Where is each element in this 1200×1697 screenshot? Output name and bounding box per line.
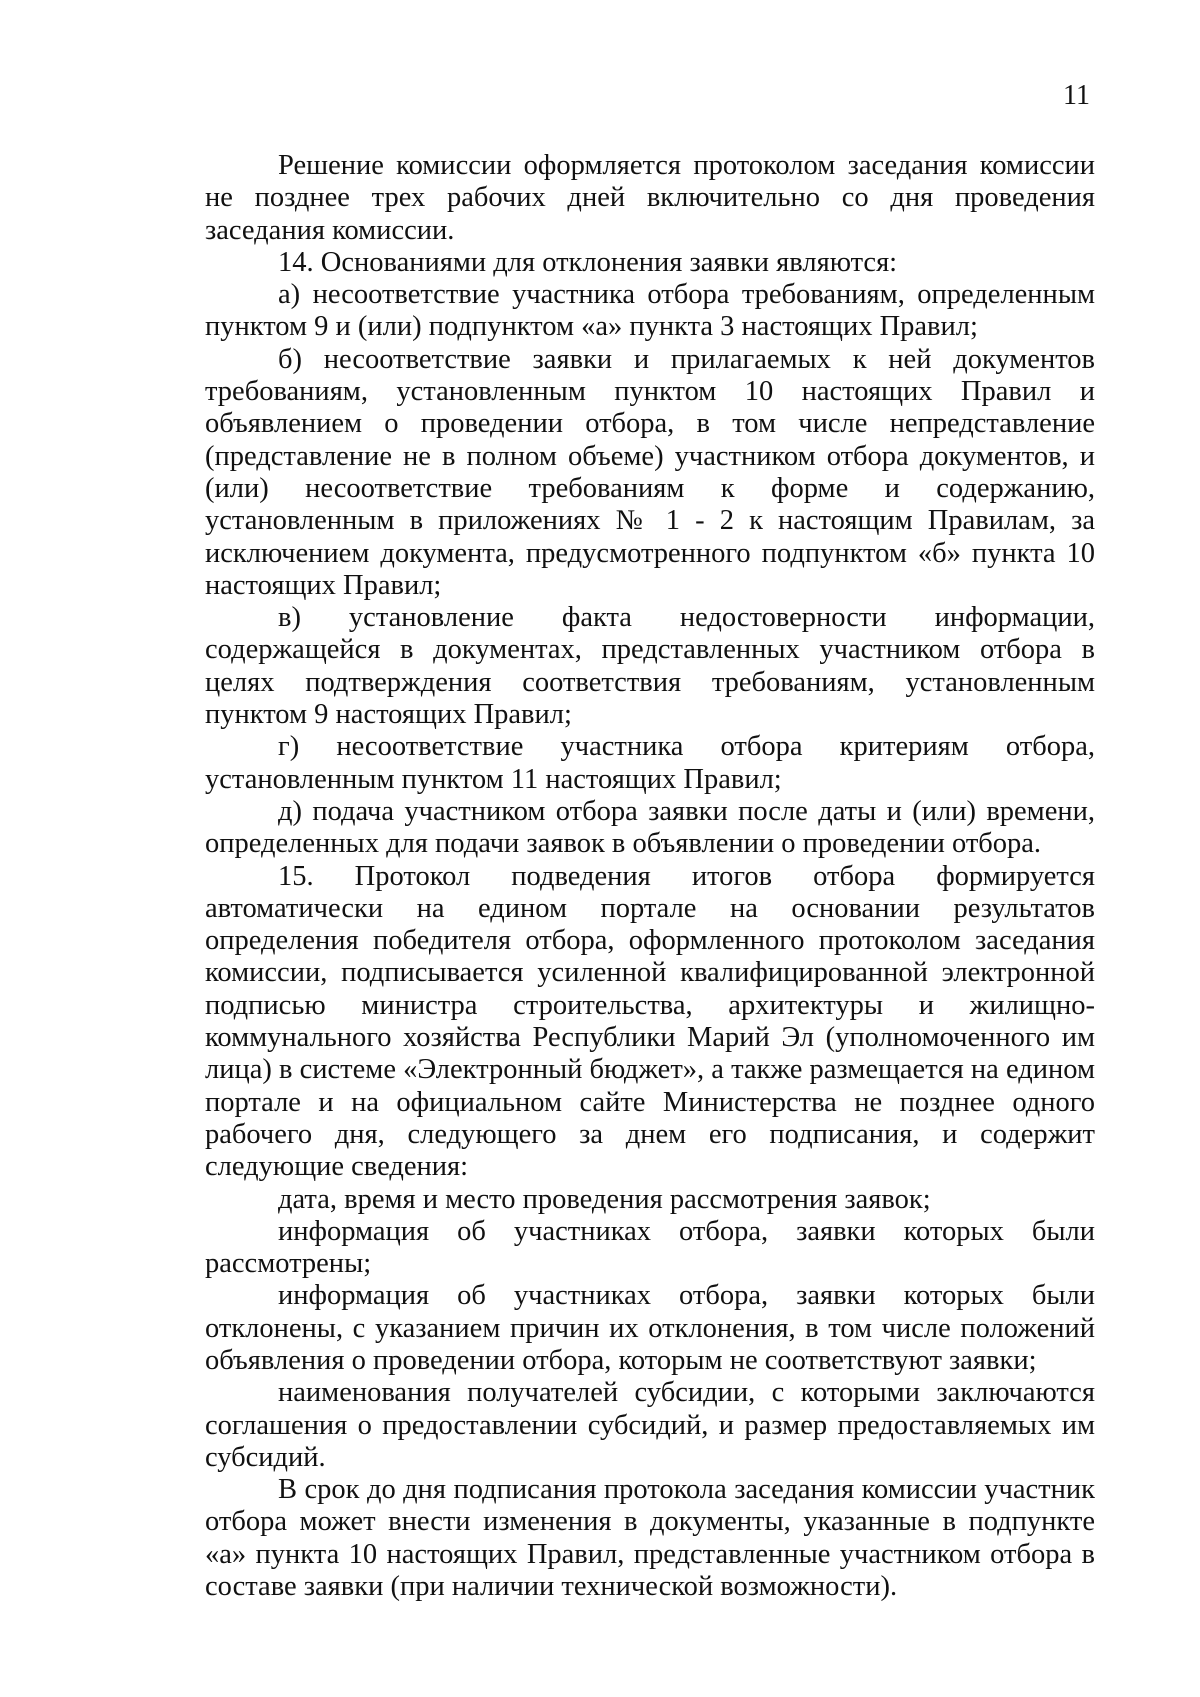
paragraph-amendments: В срок до дня подписания протокола заседания комиссии участник отбора может внести изменения в документы, указанные в подпункте «а» пункта 10 настоящих Правил, представленные участником отбора в составе заявки (при наличии технической возможности). bbox=[205, 1474, 1095, 1603]
paragraph-14-b: б) несоответствие заявки и прилагаемых к ней документов требованиям, установленным пунктом 10 настоящих Правил и объявлением о проведении отбора, в том числе непредставление (представление не в полном объеме) участником отбора документов, и (или) несоответствие требованиям к форме и содержанию, установленным в приложениях № 1 - 2 к настоящим Правилам, за исключением документа, предусмотренного подпунктом «б» пункта 10 настоящих Правил; bbox=[205, 343, 1095, 601]
paragraph-14-v: в) установление факта недостоверности информации, содержащейся в документах, представленных участником отбора в целях подтверждения соответствия требованиям, установленным пунктом 9 настоящих Правил; bbox=[205, 602, 1095, 731]
paragraph-15-item-recipients: наименования получателей субсидии, с которыми заключаются соглашения о предоставлении субсидий, и размер предоставляемых им субсидий. bbox=[205, 1377, 1095, 1473]
paragraph-14-g: г) несоответствие участника отбора критериям отбора, установленным пунктом 11 настоящих Правил; bbox=[205, 731, 1095, 795]
paragraph-14-heading: 14. Основаниями для отклонения заявки являются: bbox=[278, 246, 898, 278]
paragraph-15-item-date: дата, время и место проведения рассмотрения заявок; bbox=[278, 1183, 931, 1215]
paragraph-15-item-rejected: информация об участниках отбора, заявки которых были отклонены, с указанием причин их отклонения, в том числе положений объявления о проведении отбора, которым не соответствуют заявки; bbox=[205, 1280, 1095, 1376]
paragraph-14-a: а) несоответствие участника отбора требованиям, определенным пунктом 9 и (или) подпунктом «а» пункта 3 настоящих Правил; bbox=[205, 279, 1095, 343]
paragraph-commission-decision: Решение комиссии оформляется протоколом заседания комиссии не позднее трех рабочих дней включительно со дня проведения заседания комиссии. bbox=[205, 150, 1095, 246]
paragraph-15-item-reviewed: информация об участниках отбора, заявки которых были рассмотрены; bbox=[205, 1215, 1095, 1280]
paragraph-14-d: д) подача участником отбора заявки после даты и (или) времени, определенных для подачи заявок в объявлении о проведении отбора. bbox=[205, 795, 1095, 860]
document-body bbox=[205, 150, 1095, 1603]
paragraph-15: 15. Протокол подведения итогов отбора формируется автоматически на едином портале на основании результатов определения победителя отбора, оформленного протоколом заседания комиссии, подписывается усиленной квалифицированной электронной подписью министра строительства, архитектуры и жилищно-коммунального хозяйства Республики Марий Эл (уполномоченного им лица) в системе «Электронный бюджет», а также размещается на едином портале и на официальном сайте Министерства не позднее одного рабочего дня, следующего за днем его подписания, и содержит следующие сведения: bbox=[205, 860, 1095, 1183]
page-number: 11 bbox=[1063, 80, 1090, 111]
